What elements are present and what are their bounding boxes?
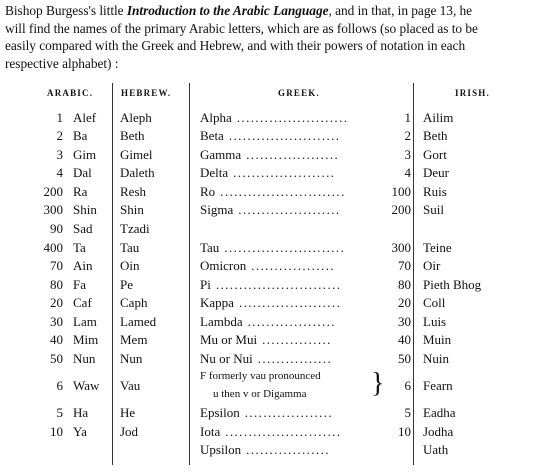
- greek-number: 20: [398, 295, 411, 310]
- irish-letter: Teine: [423, 240, 452, 255]
- irish-letter: Eadha: [423, 405, 456, 420]
- irish-letter: Luis: [423, 314, 447, 329]
- header-arabic: ARABIC.: [47, 88, 94, 98]
- arabic-letter: Waw: [73, 378, 100, 393]
- column-rule: [112, 83, 113, 465]
- greek-number: 300: [391, 240, 411, 255]
- header-greek: GREEK.: [278, 88, 320, 98]
- irish-letter: Muin: [423, 332, 452, 347]
- column-rule: [413, 83, 414, 465]
- greek-number: 200: [391, 202, 411, 217]
- irish-letter: Gort: [423, 147, 447, 162]
- greek-number: 80: [398, 277, 411, 292]
- arabic-letter: Ra: [73, 184, 88, 199]
- arabic-letter: Alef: [73, 110, 97, 125]
- arabic-number: 90: [50, 221, 63, 236]
- irish-letter: Ailim: [423, 110, 454, 125]
- hebrew-letter: Oin: [120, 258, 140, 273]
- arabic-letter: Ba: [73, 128, 88, 143]
- hebrew-letter: Shin: [120, 202, 144, 217]
- header-hebrew: HEBREW.: [121, 88, 172, 98]
- hebrew-letter: Mem: [120, 332, 148, 347]
- irish-letter: Oir: [423, 258, 441, 273]
- arabic-letter: Ha: [73, 405, 89, 420]
- irish-letter: Coll: [423, 295, 446, 310]
- arabic-number: 50: [50, 351, 63, 366]
- paragraph-line-4: respective alphabet) :: [5, 55, 119, 71]
- dot-leader: .........................: [225, 424, 342, 439]
- dot-leader: ...................: [247, 314, 336, 329]
- arabic-number: 6: [56, 378, 63, 393]
- text-segment: Bishop Burgess's little: [5, 3, 127, 18]
- greek-letter: Upsilon: [200, 442, 242, 457]
- arabic-letter: Caf: [73, 295, 92, 310]
- greek-number: 1: [404, 110, 411, 125]
- greek-number: 30: [398, 314, 411, 329]
- irish-letter: Deur: [423, 165, 449, 180]
- greek-letter: Ro: [200, 184, 216, 199]
- hebrew-letter: Tzadi: [120, 221, 150, 236]
- arabic-number: 30: [50, 314, 63, 329]
- dot-leader: ........................: [236, 110, 349, 125]
- hebrew-letter: Gimel: [120, 147, 153, 162]
- greek-letter: Delta: [200, 165, 229, 180]
- irish-letter: Fearn: [423, 378, 453, 393]
- dot-leader: ...............: [262, 332, 332, 347]
- arabic-letter: Sad: [73, 221, 93, 236]
- arabic-number: 70: [50, 258, 63, 273]
- arabic-number: 2: [56, 128, 63, 143]
- paragraph-line-2: will find the names of the primary Arabic letters, which are as follows (so placed as to be: [5, 20, 478, 36]
- greek-number: 2: [404, 128, 411, 143]
- dot-leader: ..................: [251, 258, 335, 273]
- greek-letter: Pi: [200, 277, 211, 292]
- hebrew-letter: Aleph: [120, 110, 152, 125]
- irish-letter: Pieth Bhog: [423, 277, 482, 292]
- greek-letter: Sigma: [200, 202, 234, 217]
- greek-note-line-2: u then v or Digamma: [213, 388, 307, 400]
- arabic-number: 5: [56, 405, 63, 420]
- arabic-letter: Lam: [73, 314, 97, 329]
- arabic-number: 200: [43, 184, 63, 199]
- greek-number: 3: [404, 147, 411, 162]
- arabic-number: 80: [50, 277, 63, 292]
- hebrew-letter: Resh: [120, 184, 146, 199]
- greek-number: 6: [404, 378, 411, 393]
- dot-leader: ......................: [238, 295, 342, 310]
- hebrew-letter: He: [120, 405, 136, 420]
- irish-letter: Beth: [423, 128, 448, 143]
- greek-letter: Mu or Mui: [200, 332, 258, 347]
- hebrew-letter: Lamed: [120, 314, 157, 329]
- hebrew-letter: Pe: [120, 277, 133, 292]
- hebrew-letter: Jod: [120, 424, 139, 439]
- dot-leader: ....................: [246, 147, 340, 162]
- column-rule: [189, 83, 190, 465]
- greek-letter: Lambda: [200, 314, 243, 329]
- arabic-letter: Mim: [73, 332, 99, 347]
- dot-leader: ................: [257, 351, 333, 366]
- greek-letter: Epsilon: [200, 405, 240, 420]
- dot-leader: ...........................: [220, 184, 346, 199]
- greek-letter: Omicron: [200, 258, 247, 273]
- text-segment: , and in that, in page 13, he: [328, 3, 473, 18]
- greek-letter: Iota: [200, 424, 221, 439]
- arabic-number: 4: [56, 165, 63, 180]
- greek-number: 10: [398, 424, 411, 439]
- greek-letter: Nu or Nui: [200, 351, 253, 366]
- hebrew-letter: Caph: [120, 295, 148, 310]
- arabic-letter: Shin: [73, 202, 97, 217]
- arabic-letter: Ya: [73, 424, 87, 439]
- greek-number: 50: [398, 351, 411, 366]
- arabic-letter: Ain: [73, 258, 93, 273]
- greek-letter: Beta: [200, 128, 224, 143]
- arabic-number: 400: [43, 240, 63, 255]
- hebrew-letter: Vau: [120, 378, 141, 393]
- arabic-letter: Nun: [73, 351, 96, 366]
- arabic-letter: Fa: [73, 277, 86, 292]
- irish-letter: Nuin: [423, 351, 449, 366]
- paragraph-line-3: easily compared with the Greek and Hebrew, and with their powers of notation in each: [5, 38, 466, 54]
- irish-letter: Uath: [423, 442, 449, 457]
- greek-number: 100: [391, 184, 411, 199]
- greek-number: 40: [398, 332, 411, 347]
- greek-number: 70: [398, 258, 411, 273]
- header-irish: IRISH.: [455, 88, 490, 98]
- dot-leader: ......................: [233, 165, 336, 180]
- hebrew-letter: Nun: [120, 351, 143, 366]
- arabic-number: 1: [56, 110, 63, 125]
- greek-letter: Tau: [200, 240, 220, 255]
- arabic-letter: Ta: [73, 240, 86, 255]
- irish-letter: Ruis: [423, 184, 447, 199]
- irish-letter: Jodha: [423, 424, 454, 439]
- greek-number: 5: [404, 405, 411, 420]
- greek-letter: Alpha: [200, 110, 232, 125]
- arabic-number: 10: [50, 424, 63, 439]
- book-title: Introduction to the Arabic Language: [126, 3, 329, 18]
- arabic-letter: Gim: [73, 147, 97, 162]
- greek-letter: Kappa: [200, 295, 234, 310]
- arabic-number: 40: [50, 332, 63, 347]
- arabic-number: 20: [50, 295, 63, 310]
- dot-leader: ........................: [228, 128, 341, 143]
- hebrew-letter: Tau: [120, 240, 140, 255]
- irish-letter: Suil: [423, 202, 444, 217]
- dot-leader: ..........................: [224, 240, 346, 255]
- arabic-number: 3: [56, 147, 63, 162]
- dot-leader: ......................: [238, 202, 341, 217]
- greek-note-line-1: F formerly vau pronounced: [200, 370, 321, 382]
- brace-glyph: }: [371, 368, 385, 399]
- dot-leader: ...........................: [215, 277, 342, 292]
- greek-number: 4: [404, 165, 411, 180]
- greek-letter: Gamma: [200, 147, 242, 162]
- arabic-letter: Dal: [73, 165, 92, 180]
- hebrew-letter: Daleth: [120, 165, 155, 180]
- hebrew-letter: Beth: [120, 128, 145, 143]
- arabic-number: 300: [43, 202, 63, 217]
- dot-leader: ..................: [246, 442, 330, 457]
- dot-leader: ...................: [244, 405, 334, 420]
